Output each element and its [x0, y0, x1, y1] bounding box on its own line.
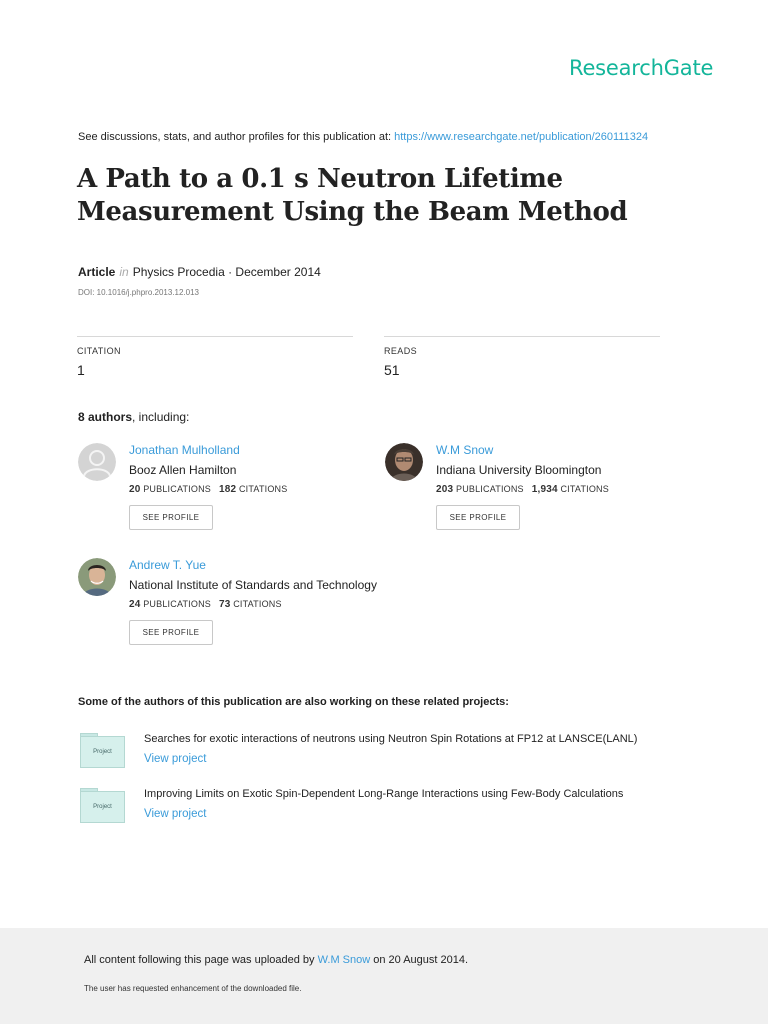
publications-label: PUBLICATIONS: [143, 599, 211, 609]
uploader-link[interactable]: W.M Snow: [317, 954, 371, 966]
citations-label: CITATIONS: [233, 599, 282, 609]
citation-stat: [77, 336, 353, 378]
publications-count: 24: [129, 599, 141, 610]
citation-value: 1: [77, 362, 85, 378]
authors-heading: [78, 410, 189, 424]
publication-title: A Path to a 0.1 s Neutron Lifetime Measurement Using the Beam Method: [77, 164, 628, 227]
publication-meta: [78, 265, 321, 279]
upload-date: on 20 August 2014.: [370, 954, 469, 966]
authors-count: 8 authors: [78, 410, 133, 424]
citations-count: 1,934: [531, 484, 558, 495]
reads-value: 51: [384, 362, 400, 378]
author-photo-icon[interactable]: [78, 558, 116, 596]
project-title: Searches for exotic interactions of neutrons using Neutron Spin Rotations at FP12 at LANSCE(LANL): [144, 733, 638, 745]
enhancement-note: The user has requested enhancement of the downloaded file.: [84, 984, 302, 993]
author-name[interactable]: Jonathan Mulholland: [129, 443, 240, 457]
upload-info: [84, 954, 468, 966]
project-item: [80, 788, 700, 828]
view-project-link[interactable]: View project: [144, 808, 207, 820]
related-projects-heading: Some of the authors of this publication are also working on these related projects:: [78, 696, 509, 708]
doi: DOI: 10.1016/j.phpro.2013.12.013: [78, 288, 199, 297]
author-stats: [436, 484, 726, 495]
publication-url-link[interactable]: https://www.researchgate.net/publication/260111324: [394, 131, 649, 143]
view-project-link[interactable]: View project: [144, 753, 207, 765]
reads-label: READS: [384, 346, 418, 356]
project-badge: Project: [80, 791, 125, 823]
citations-label: CITATIONS: [560, 484, 609, 494]
author-stats: [129, 484, 419, 495]
author-institution: National Institute of Standards and Technology: [129, 578, 377, 592]
default-user-avatar-icon[interactable]: [78, 443, 116, 481]
publication-type: Article: [78, 265, 116, 279]
author-name[interactable]: W.M Snow: [436, 443, 494, 457]
discussion-line: [78, 131, 648, 143]
project-folder-icon[interactable]: [80, 788, 125, 823]
upload-prefix: All content following this page was uploaded by: [84, 954, 318, 966]
reads-stat: [384, 336, 660, 378]
see-profile-button[interactable]: SEE PROFILE: [436, 505, 520, 530]
researchgate-logo[interactable]: ResearchGate: [569, 56, 714, 80]
see-profile-button[interactable]: SEE PROFILE: [129, 505, 213, 530]
citations-label: CITATIONS: [238, 484, 288, 494]
citations-count: 73: [218, 599, 231, 610]
author-name[interactable]: Andrew T. Yue: [129, 558, 206, 572]
authors-including: , including:: [132, 410, 190, 424]
project-folder-icon[interactable]: [80, 733, 125, 768]
in-label: in: [119, 265, 129, 279]
publications-count: 20: [129, 484, 141, 495]
project-badge: Project: [80, 736, 125, 768]
author-institution: Indiana University Bloomington: [436, 463, 602, 477]
publication-venue: Physics Procedia · December 2014: [132, 265, 321, 279]
see-profile-button[interactable]: SEE PROFILE: [129, 620, 213, 645]
publications-label: PUBLICATIONS: [143, 484, 211, 494]
project-item: [80, 733, 700, 773]
author-stats: [129, 599, 419, 610]
publications-count: 203: [436, 484, 454, 495]
citations-count: 182: [218, 484, 237, 495]
author-institution: Booz Allen Hamilton: [129, 463, 237, 477]
publications-label: PUBLICATIONS: [456, 484, 524, 494]
project-title: Improving Limits on Exotic Spin-Dependent Long-Range Interactions using Few-Body Calculations: [144, 788, 624, 800]
discussion-text: See discussions, stats, and author profiles for this publication at:: [78, 131, 395, 143]
upload-footer: [0, 928, 768, 1024]
author-photo-icon[interactable]: [385, 443, 423, 481]
citation-label: CITATION: [77, 346, 121, 356]
